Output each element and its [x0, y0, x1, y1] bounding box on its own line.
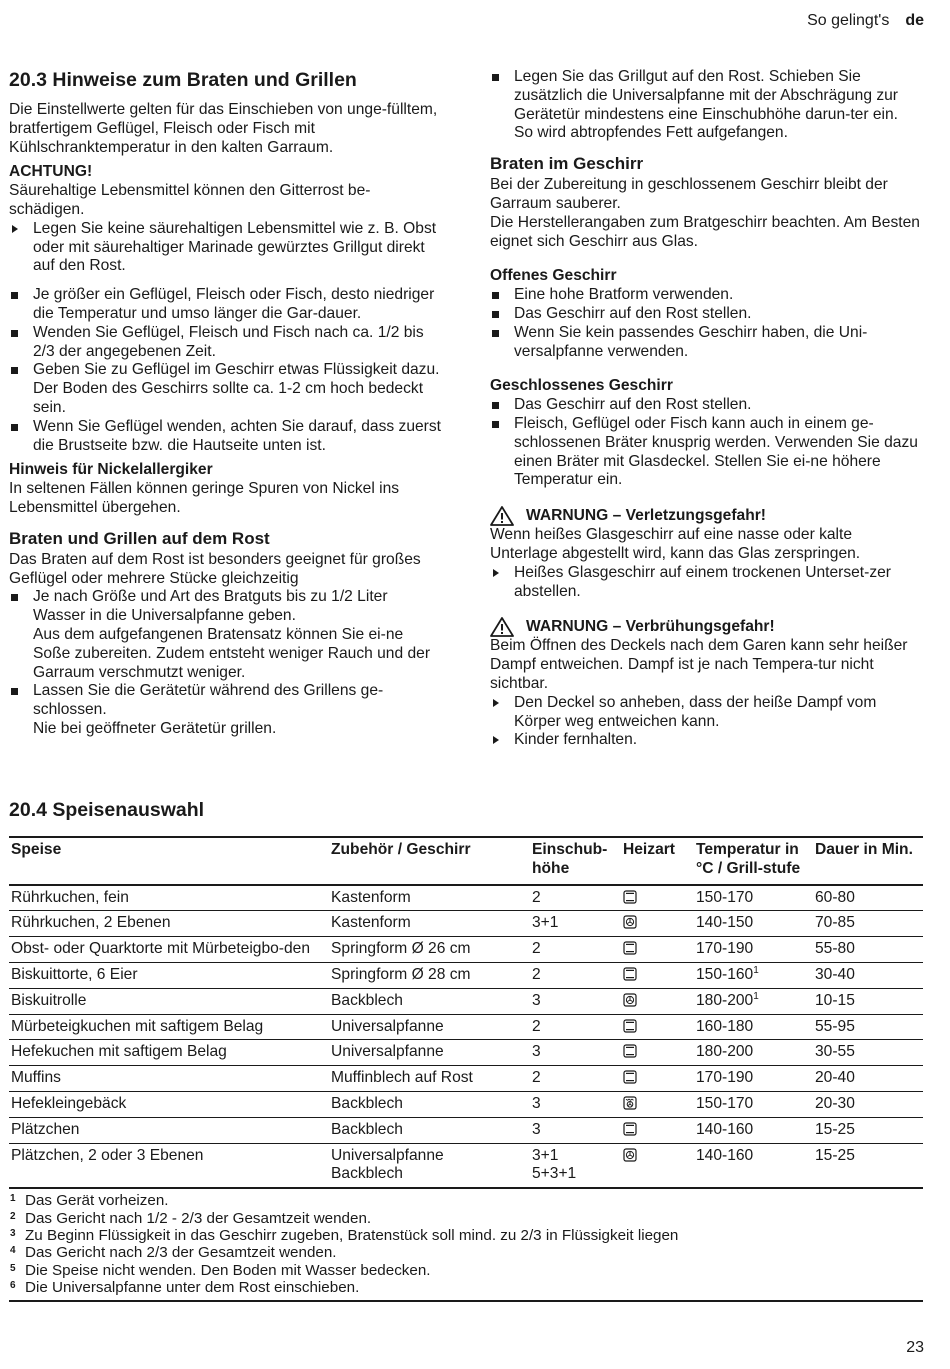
cell-heizart [621, 988, 694, 1014]
achtung-step: Legen Sie keine säurehaltigen Lebensmittel wie z. B. Obst oder mit säurehaltiger Marinade gewürztes Grillgut direkt auf den Rost. [9, 220, 441, 276]
temperature-value: 170-190 [696, 1069, 754, 1087]
cell-heizart [621, 1066, 694, 1092]
cell-temperatur [694, 1117, 813, 1143]
warning-injury-title [490, 506, 920, 526]
temperature-value: 150-170 [696, 888, 754, 906]
cell-zubehoer: Backblech [331, 991, 403, 1009]
cell-heizart [621, 1040, 694, 1066]
footnote-number: 4 [10, 1245, 16, 1257]
cell-dauer: 30-55 [815, 1043, 855, 1061]
cell-temperatur [694, 885, 813, 911]
rost-intro: Das Braten auf dem Rost ist besonders geeignet für großes Geflügel oder mehrere Stücke gleichzeitig [9, 550, 421, 587]
cell-speise: Rührkuchen, 2 Ebenen [11, 914, 171, 932]
nickel-heading: Hinweis für Nickelallergiker [9, 461, 213, 479]
column-header: Einschub-höhe [532, 841, 608, 877]
cell-speise: Plätzchen [11, 1120, 80, 1138]
temperature-value: 160-180 [696, 1017, 754, 1035]
cell-heizart [621, 1091, 694, 1117]
list-item [9, 682, 441, 738]
intro-paragraph: Die Einstellwerte gelten für das Einschieben von unge-fülltem, bratfertigem Geflügel, Fleisch oder Fisch mit Kühlschranktemperatur in den kalten Garraum. [9, 101, 438, 156]
footnote [9, 1227, 923, 1244]
list-item: Wenn Sie kein passendes Geschirr haben, die Uni-versalpfanne verwenden. [490, 324, 920, 362]
table-row [9, 885, 923, 911]
footnote-ref: 1 [753, 964, 759, 976]
cell-zubehoer: Kastenform [331, 888, 411, 906]
rost-bullet-extra: Nie bei geöffneter Gerätetür grillen. [33, 719, 277, 737]
table-row [9, 962, 923, 988]
footnote [9, 1262, 923, 1279]
footnote-number: 2 [10, 1210, 16, 1222]
cell-einschub: 3 [532, 1120, 541, 1138]
footnote-ref: 1 [753, 990, 759, 1002]
list-item: Wenden Sie Geflügel, Fleisch und Fisch nach ca. 1/2 bis 2/3 der angegebenen Zeit. [9, 324, 441, 362]
cell-zubehoer: Backblech [331, 1120, 403, 1138]
achtung-text: Säurehaltige Lebensmittel können den Gitterrost be-schädigen. [9, 182, 371, 218]
table-body [9, 885, 923, 1189]
warning-triangle-icon [490, 617, 514, 637]
cell-speise: Muffins [11, 1069, 61, 1087]
temperature-value: 140-160 [696, 1146, 754, 1164]
fan-heat-icon [623, 992, 637, 1009]
list-item: Das Geschirr auf den Rost stellen. [490, 396, 920, 415]
section-heading-20-4: 20.4 Speisenauswahl [9, 799, 205, 821]
fan-grill-icon [623, 1095, 637, 1112]
top-bottom-heat-icon [623, 1069, 637, 1086]
footnote-text: Die Universalpfanne unter dem Rost einschieben. [25, 1279, 360, 1297]
table-header-row [9, 837, 923, 885]
footnote-text: Das Gericht nach 2/3 der Gesamtzeit wenden. [25, 1244, 337, 1262]
footnote-text: Zu Beginn Flüssigkeit in das Geschirr zugeben, Bratenstück soll mind. zu 2/3 in Flüssigkeit liegen [25, 1226, 679, 1244]
page-number: 23 [906, 1339, 924, 1356]
temperature-value: 180-200 [696, 991, 754, 1009]
temperature-value: 180-200 [696, 1043, 754, 1061]
footnote-text: Das Gerät vorheizen. [25, 1192, 169, 1210]
footnotes [9, 1192, 923, 1301]
cell-dauer: 60-80 [815, 888, 855, 906]
food-selection-table [9, 836, 923, 1189]
food-selection-section [9, 798, 923, 1302]
rost-bullet-list [9, 588, 441, 738]
right-column [490, 68, 920, 750]
footnote [9, 1244, 923, 1261]
table-row [9, 937, 923, 963]
fan-heat-icon [623, 1147, 637, 1164]
footnote-text: Das Gericht nach 1/2 - 2/3 der Gesamtzeit wenden. [25, 1209, 372, 1227]
nickel-text: In seltenen Fällen können geringe Spuren von Nickel ins Lebensmittel übergehen. [9, 480, 400, 516]
cell-einschub: 2 [532, 940, 541, 958]
rost-bullet-text: Je nach Größe und Art des Bratguts bis zu 1/2 Liter Wasser in die Universalpfanne geben. [33, 588, 388, 625]
geschlossen-list [490, 396, 920, 490]
cell-einschub: 2 [532, 888, 541, 906]
warning-step: Kinder fernhalten. [490, 731, 920, 750]
footnote-number: 5 [10, 1262, 16, 1274]
fan-heat-icon [623, 914, 637, 931]
cell-temperatur [694, 1143, 813, 1188]
column-header: Heizart [623, 841, 675, 858]
geschirr-paragraph: Bei der Zubereitung in geschlossenem Geschirr bleibt der Garraum sauberer. [490, 176, 888, 212]
cell-zubehoer: Universalpfanne [331, 1043, 444, 1061]
table-row [9, 1040, 923, 1066]
table-row [9, 1143, 923, 1188]
warning-steps [490, 564, 920, 602]
footnote-number: 3 [10, 1227, 16, 1239]
section-heading-20-3: 20.3 Hinweise zum Braten und Grillen [9, 69, 357, 91]
cell-speise: Obst- oder Quarktorte mit Mürbeteigbo-den [11, 940, 311, 958]
cell-speise: Hefekleingebäck [11, 1094, 127, 1112]
rost-heading: Braten und Grillen auf dem Rost [9, 528, 270, 548]
cell-heizart [621, 962, 694, 988]
cell-temperatur [694, 1091, 813, 1117]
cell-zubehoer: Springform Ø 28 cm [331, 965, 471, 983]
temperature-value: 150-170 [696, 1094, 754, 1112]
cell-temperatur [694, 911, 813, 937]
offen-list [490, 286, 920, 361]
list-item: Je größer ein Geflügel, Fleisch oder Fisch, desto niedriger die Temperatur und umso länger die Gar-dauer. [9, 286, 441, 324]
cell-zubehoer: Universalpfanne Backblech [331, 1146, 444, 1183]
cell-zubehoer: Kastenform [331, 914, 411, 932]
cell-dauer: 70-85 [815, 914, 855, 932]
rost-bullet-text: Lassen Sie die Gerätetür während des Grillens ge-schlossen. [33, 682, 384, 719]
table-row [9, 1091, 923, 1117]
achtung-steps [9, 220, 441, 276]
hint-bullet-list [9, 286, 441, 455]
temperature-value: 140-160 [696, 1120, 754, 1138]
rost-bullet-extra: Aus dem aufgefangenen Bratensatz können Sie ei-ne Soße zubereiten. Zudem entsteht weniger Rauch und der Garraum verschmutzt weniger. [33, 625, 431, 681]
cell-dauer: 15-25 [815, 1120, 855, 1138]
cell-zubehoer: Backblech [331, 1094, 403, 1112]
cell-dauer: 10-15 [815, 991, 855, 1009]
warning-text: Beim Öffnen des Deckels nach dem Garen kann sehr heißer Dampf entweichen. Dampf ist je nach Tempera-tur nicht sichtbar. [490, 637, 908, 692]
cell-temperatur [694, 962, 813, 988]
cell-heizart [621, 1143, 694, 1188]
geschlossen-heading: Geschlossenes Geschirr [490, 377, 673, 395]
cell-einschub: 3+1 5+3+1 [532, 1146, 577, 1183]
list-item: Geben Sie zu Geflügel im Geschirr etwas Flüssigkeit dazu. Der Boden des Geschirrs sollte ca. 1-2 cm hoch bedeckt sein. [9, 361, 441, 417]
page-header [807, 12, 924, 30]
temperature-value: 140-150 [696, 914, 754, 932]
cell-speise: Hefekuchen mit saftigem Belag [11, 1043, 227, 1061]
table-row [9, 1117, 923, 1143]
column-header: Zubehör / Geschirr [331, 841, 471, 858]
list-item: Legen Sie das Grillgut auf den Rost. Schieben Sie zusätzlich die Universalpfanne mit der Abschrägung zur Gerätetür mindestens eine Einschubhöhe darun-ter ein. So wird abtropfendes Fett aufgefangen. [490, 68, 920, 143]
cell-dauer: 15-25 [815, 1146, 855, 1164]
warning-step: Den Deckel so anheben, dass der heiße Dampf vom Körper weg entweichen kann. [490, 694, 920, 732]
list-item: Wenn Sie Geflügel wenden, achten Sie darauf, dass zuerst die Brustseite bzw. die Hautseite unten ist. [9, 418, 441, 456]
footnote [9, 1210, 923, 1227]
list-item [9, 588, 441, 682]
footnote [9, 1279, 923, 1296]
table-row [9, 1014, 923, 1040]
top-bottom-heat-icon [623, 940, 637, 957]
cell-einschub: 2 [532, 965, 541, 983]
footnote [9, 1192, 923, 1209]
language-code: de [905, 12, 924, 29]
footnote-text: Die Speise nicht wenden. Den Boden mit Wasser bedecken. [25, 1261, 431, 1279]
header-title: So gelingt's [807, 12, 890, 29]
cell-zubehoer: Muffinblech auf Rost [331, 1069, 473, 1087]
top-bottom-heat-icon [623, 889, 637, 906]
cell-speise: Biskuittorte, 6 Eier [11, 965, 138, 983]
cell-speise: Plätzchen, 2 oder 3 Ebenen [11, 1146, 204, 1164]
cell-einschub: 2 [532, 1069, 541, 1087]
geschirr-paragraph: Die Herstellerangaben zum Bratgeschirr beachten. Am Besten eignet sich Geschirr aus Glas. [490, 213, 920, 250]
table-row [9, 911, 923, 937]
temperature-value: 170-190 [696, 940, 754, 958]
list-item: Eine hohe Bratform verwenden. [490, 286, 920, 305]
top-bottom-heat-icon [623, 1018, 637, 1035]
footnote-number: 1 [10, 1193, 16, 1205]
column-header: Speise [11, 841, 62, 858]
cell-heizart [621, 1014, 694, 1040]
table-row [9, 988, 923, 1014]
cell-temperatur [694, 1066, 813, 1092]
warning-triangle-icon [490, 506, 514, 526]
warning-scald-title [490, 617, 920, 637]
cell-einschub: 3 [532, 1094, 541, 1112]
cell-temperatur [694, 1040, 813, 1066]
cell-zubehoer: Universalpfanne [331, 1017, 444, 1035]
cell-heizart [621, 937, 694, 963]
warning-title-text: WARNUNG – Verletzungsgefahr! [526, 506, 767, 524]
list-item: Das Geschirr auf den Rost stellen. [490, 305, 920, 324]
warning-text: Wenn heißes Glasgeschirr auf eine nasse oder kalte Unterlage abgestellt wird, kann das Glas zerspringen. [490, 526, 861, 562]
cell-dauer: 20-30 [815, 1094, 855, 1112]
table-row [9, 1066, 923, 1092]
cell-speise: Mürbeteigkuchen mit saftigem Belag [11, 1017, 264, 1035]
cell-dauer: 30-40 [815, 965, 855, 983]
top-bottom-heat-icon [623, 966, 637, 983]
temperature-value: 150-160 [696, 965, 754, 983]
warning-step: Heißes Glasgeschirr auf einem trockenen Unterset-zer abstellen. [490, 564, 920, 602]
cell-speise: Biskuitrolle [11, 991, 87, 1009]
grill-bullet-list [490, 68, 920, 143]
warning-steps [490, 694, 920, 750]
cell-speise: Rührkuchen, fein [11, 888, 129, 906]
geschirr-heading: Braten im Geschirr [490, 154, 644, 174]
offen-heading: Offenes Geschirr [490, 267, 617, 285]
cell-dauer: 55-95 [815, 1017, 855, 1035]
warning-title-text: WARNUNG – Verbrühungsgefahr! [526, 617, 775, 635]
cell-temperatur [694, 988, 813, 1014]
cell-heizart [621, 1117, 694, 1143]
cell-temperatur [694, 1014, 813, 1040]
cell-temperatur [694, 937, 813, 963]
cell-einschub: 3 [532, 991, 541, 1009]
achtung-label: ACHTUNG! [9, 163, 93, 181]
left-column [9, 68, 441, 739]
footnote-number: 6 [10, 1280, 16, 1292]
cell-dauer: 55-80 [815, 940, 855, 958]
cell-heizart [621, 911, 694, 937]
cell-einschub: 3+1 [532, 914, 559, 932]
cell-dauer: 20-40 [815, 1069, 855, 1087]
column-header: Dauer in Min. [815, 841, 913, 858]
cell-heizart [621, 885, 694, 911]
cell-einschub: 3 [532, 1043, 541, 1061]
cell-zubehoer: Springform Ø 26 cm [331, 940, 471, 958]
cell-einschub: 2 [532, 1017, 541, 1035]
top-bottom-heat-icon [623, 1121, 637, 1138]
column-header: Temperatur in °C / Grill-stufe [696, 841, 801, 877]
list-item: Fleisch, Geflügel oder Fisch kann auch in einem ge-schlossenen Bräter knusprig werden. Verwenden Sie dazu einen Bräter mit Glasdeckel. Stellen Sie ei-ne höhere Temperatur ein. [490, 415, 920, 490]
top-bottom-heat-icon [623, 1043, 637, 1060]
